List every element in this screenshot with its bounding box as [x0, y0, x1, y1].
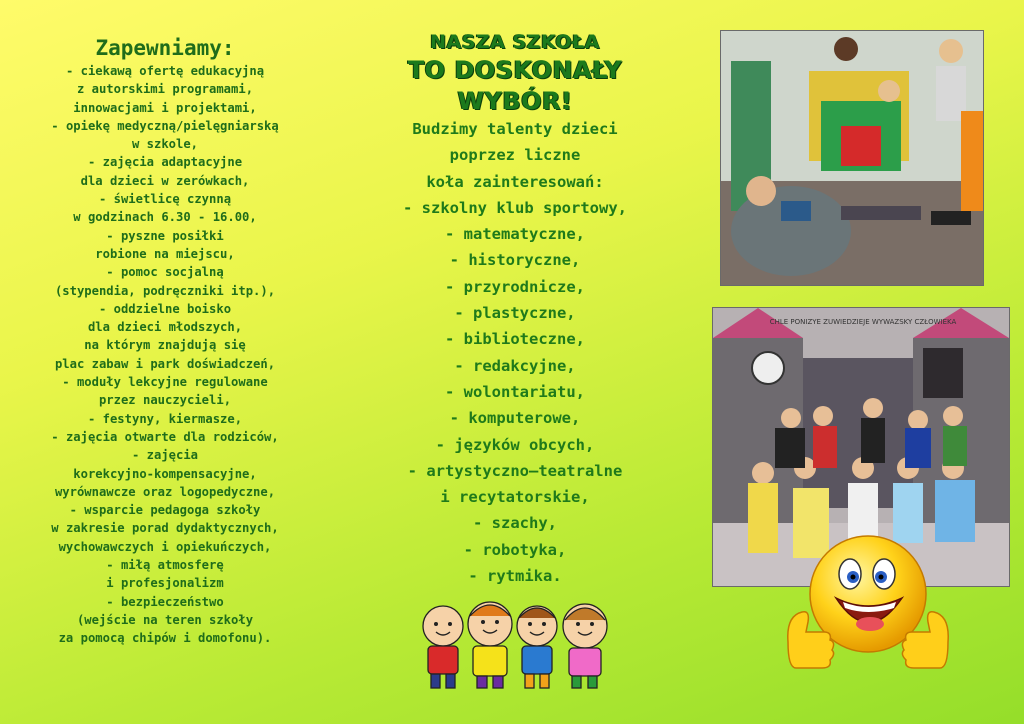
list-item: dla dzieci w zerówkach,: [80, 173, 250, 188]
list-item: i recytatorskie,: [440, 488, 590, 507]
left-list: [15, 62, 315, 648]
list-item: - pyszne posiłki: [106, 228, 224, 243]
list-item: przez nauczycieli,: [98, 393, 232, 408]
list-item: - wsparcie pedagoga szkoły: [69, 503, 261, 518]
list-item: dla dzieci młodszych,: [87, 320, 243, 335]
list-item: - zajęcia adaptacyjne: [87, 155, 243, 170]
list-item: - zajęcia otwarte dla rodziców,: [51, 429, 279, 444]
list-item: - ciekawą ofertę edukacyjną: [65, 64, 265, 78]
list-item: poprzez liczne: [449, 146, 581, 165]
list-item: - opiekę medyczną/pielęgniarską: [51, 118, 279, 133]
list-item: wyrównawcze oraz logopedyczne,: [54, 484, 276, 499]
list-item: - oddzielne boisko: [98, 301, 232, 316]
list-item: - miłą atmosferę: [106, 558, 224, 573]
list-item: - przyrodnicze,: [445, 277, 585, 296]
list-item: w godzinach 6.30 - 16.00,: [73, 210, 257, 225]
children-reading-illustration: [721, 31, 983, 285]
left-column: [15, 36, 315, 648]
list-item: - świetlicę czynną: [98, 192, 232, 207]
list-item: - języków obcych,: [435, 435, 595, 454]
title-line-2: TO DOSKONAŁY: [407, 56, 623, 84]
list-item: - pomoc socjalną: [106, 265, 224, 280]
list-item: (stypendia, podręczniki itp.),: [54, 283, 276, 298]
list-item: w zakresie porad dydaktycznych,: [51, 521, 279, 536]
smiley-thumbs-up-icon: [778, 532, 958, 676]
list-item: robione na miejscu,: [95, 246, 235, 261]
list-item: plac zabaw i park doświadczeń,: [54, 356, 276, 371]
list-item: - szachy,: [473, 514, 557, 533]
left-heading: Zapewniamy:: [95, 36, 235, 60]
list-item: z autorskimi programami,: [76, 82, 254, 97]
middle-column: [370, 30, 660, 589]
list-item: korekcyjno-kompensacyjne,: [73, 466, 257, 481]
list-item: - szkolny klub sportowy,: [403, 198, 627, 217]
title-line-1: NASZA SZKOŁA: [430, 31, 600, 53]
list-item: - robotyka,: [463, 540, 567, 559]
list-item: - rytmika.: [468, 567, 562, 586]
castle-sign-text: CHLE PONIZYE ZUWIEDZIEJE WYWAZSKY CZŁOWIEKA: [769, 318, 957, 326]
list-item: koła zainteresowań:: [426, 172, 604, 191]
list-item: - redakcyjne,: [454, 356, 576, 375]
list-item: za pomocą chipów i domofonu).: [58, 631, 272, 646]
list-item: na którym znajdują się: [84, 338, 246, 353]
list-item: - historyczne,: [449, 251, 581, 270]
children-reading-photo: [720, 30, 984, 286]
list-item: - komputerowe,: [449, 409, 581, 428]
list-item: - festyny, kiermasze,: [87, 411, 243, 426]
middle-list: [370, 116, 660, 589]
list-item: - wolontariatu,: [445, 382, 585, 401]
list-item: - artystyczno–teatralne: [407, 461, 623, 480]
list-item: Budzimy talenty dzieci: [412, 120, 618, 138]
list-item: - moduły lekcyjne regulowane: [62, 375, 268, 390]
list-item: innowacjami i projektami,: [73, 100, 257, 115]
list-item: wychowawczych i opiekuńczych,: [58, 539, 272, 554]
list-item: - bezpieczeństwo: [106, 594, 224, 609]
title-line-3: WYBÓR!: [457, 87, 573, 115]
list-item: (wejście na teren szkoły: [76, 612, 254, 627]
list-item: w szkole,: [131, 137, 199, 152]
list-item: - plastyczne,: [454, 304, 576, 323]
list-item: - biblioteczne,: [445, 330, 585, 349]
list-item: - zajęcia: [131, 448, 199, 463]
cartoon-kids-icon: [415, 598, 615, 697]
list-item: - matematyczne,: [445, 225, 585, 244]
list-item: i profesjonalizm: [106, 576, 224, 591]
